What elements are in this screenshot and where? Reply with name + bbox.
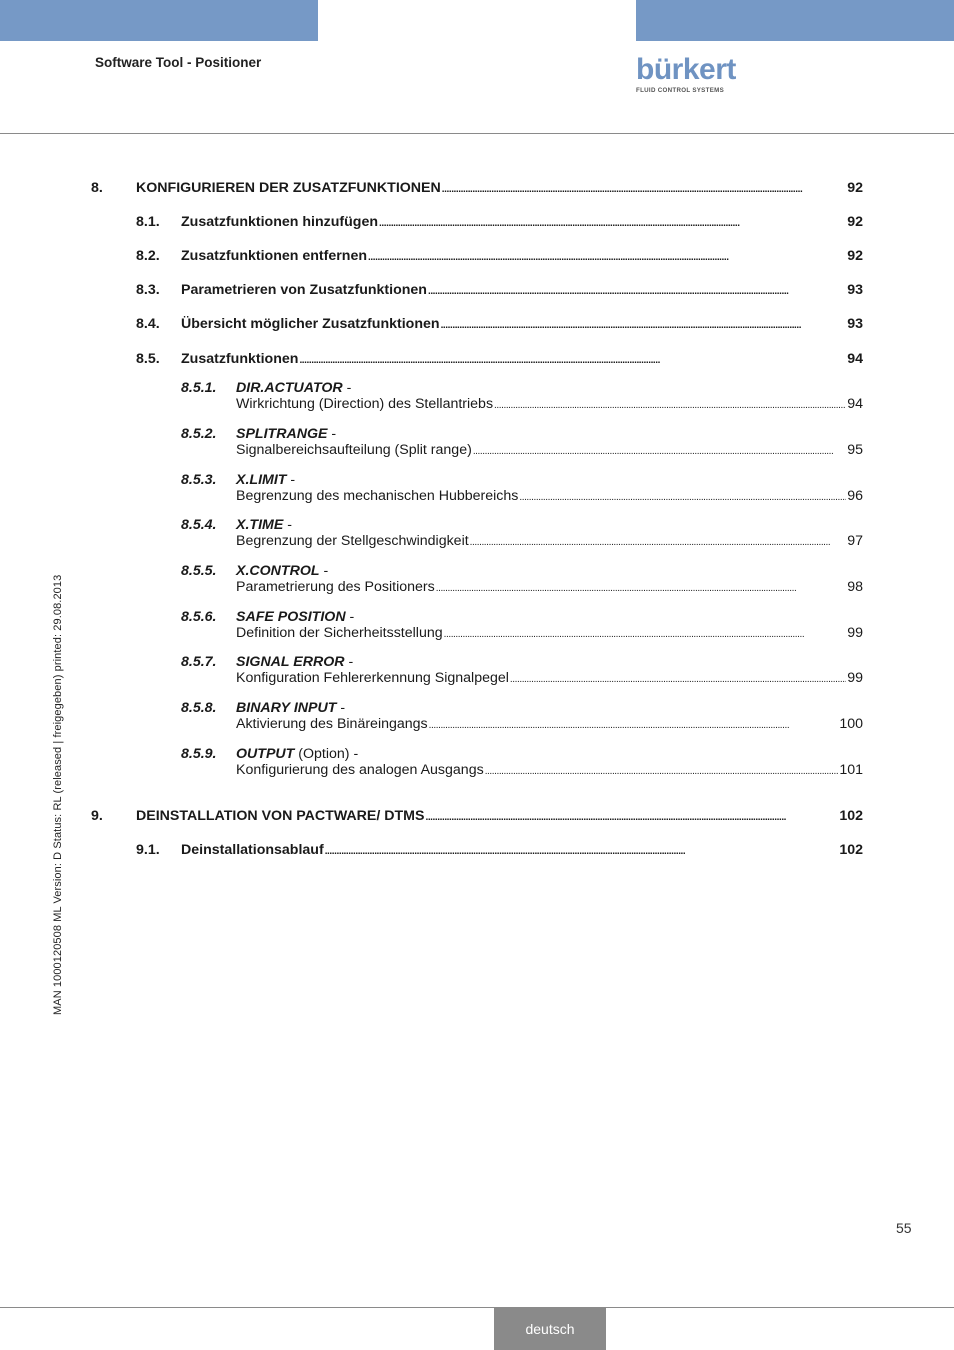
- toc-page: 102: [839, 808, 863, 824]
- page-number: 55: [896, 1220, 912, 1236]
- toc-keyword-suffix: -: [327, 426, 337, 442]
- toc-number: 8.5.: [136, 351, 160, 367]
- toc-title: DEINSTALLATION VON PACTWARE/ DTMS: [136, 808, 425, 824]
- toc-page: 99: [847, 670, 863, 686]
- toc-page: 102: [839, 842, 863, 858]
- toc-description: Parametrierung des Positioners: [236, 579, 435, 595]
- toc-title: Übersicht möglicher Zusatzfunktionen: [181, 316, 440, 332]
- toc-leader-dots: [325, 842, 839, 858]
- toc-number: 8.3.: [136, 282, 160, 298]
- toc-leader-dots: [444, 625, 847, 641]
- toc-keyword-suffix: -: [345, 609, 355, 625]
- header-rule: [0, 133, 954, 134]
- toc-number: 8.: [91, 180, 103, 196]
- toc-description: Aktivierung des Binäreingangs: [236, 716, 428, 732]
- toc-page: 98: [847, 579, 863, 595]
- toc-number: 8.2.: [136, 248, 160, 264]
- toc-page: 92: [847, 248, 863, 264]
- language-tab: deutsch: [494, 1308, 606, 1350]
- toc-keyword: X.TIME: [236, 517, 284, 533]
- toc-leader-dots: [425, 808, 838, 824]
- toc-keyword-suffix: -: [286, 472, 296, 488]
- toc-number: 9.1.: [136, 842, 160, 858]
- toc-leader-dots: [428, 282, 846, 298]
- toc-leader-dots: [494, 396, 846, 412]
- toc-page: 97: [847, 533, 863, 549]
- toc-page: 92: [847, 214, 863, 230]
- toc-number: 8.5.9.: [181, 746, 217, 762]
- toc-page: 93: [847, 316, 863, 332]
- toc-leader-dots: [299, 351, 846, 367]
- toc-page: 92: [847, 180, 863, 196]
- document-margin-note: MAN 1000120508 ML Version: D Status: RL (released | freigegeben) printed: 29.08.2013: [52, 574, 64, 1015]
- toc-description: Konfiguration Fehlererkennung Signalpegel: [236, 670, 509, 686]
- toc-page: 94: [847, 351, 863, 367]
- toc-description: Wirkrichtung (Direction) des Stellantriebs: [236, 396, 494, 412]
- toc-description: Definition der Sicherheitsstellung: [236, 625, 443, 641]
- toc-description: Signalbereichsaufteilung (Split range): [236, 442, 472, 458]
- toc-keyword-suffix: -: [344, 654, 354, 670]
- toc-title: KONFIGURIEREN DER ZUSATZFUNKTIONEN: [136, 180, 441, 196]
- toc-leader-dots: [368, 248, 846, 264]
- toc-page: 96: [847, 488, 863, 504]
- toc-page: 100: [839, 716, 863, 732]
- header-bar-left: [0, 0, 318, 41]
- toc-description: Begrenzung der Stellgeschwindigkeit: [236, 533, 469, 549]
- toc-keyword: X.LIMIT: [236, 472, 287, 488]
- toc-page: 94: [847, 396, 863, 412]
- toc-keyword-suffix: -: [336, 700, 346, 716]
- toc-leader-dots: [519, 488, 846, 504]
- toc-number: 8.4.: [136, 316, 160, 332]
- toc-title: Zusatzfunktionen: [181, 351, 299, 367]
- toc-page: 99: [847, 625, 863, 641]
- toc-leader-dots: [510, 670, 846, 686]
- toc-keyword: OUTPUT: [236, 746, 295, 762]
- toc-leader-dots: [470, 533, 847, 549]
- toc-keyword: DIR.ACTUATOR: [236, 380, 343, 396]
- toc-keyword: SAFE POSITION: [236, 609, 346, 625]
- toc-page: 95: [847, 442, 863, 458]
- toc-title: Parametrieren von Zusatzfunktionen: [181, 282, 427, 298]
- toc-title: Deinstallationsablauf: [181, 842, 324, 858]
- toc-keyword: X.CONTROL: [236, 563, 320, 579]
- toc-keyword-suffix: -: [342, 380, 352, 396]
- toc-keyword: BINARY INPUT: [236, 700, 337, 716]
- toc-page: 101: [839, 762, 863, 778]
- logo-tagline: FLUID CONTROL SYSTEMS: [636, 87, 724, 94]
- logo-wordmark: bürkert: [636, 53, 736, 86]
- toc-description: Konfigurierung des analogen Ausgangs: [236, 762, 484, 778]
- toc-leader-dots: [436, 579, 846, 595]
- burkert-logo: [636, 53, 736, 96]
- toc-number: 8.5.1.: [181, 380, 217, 396]
- toc-keyword-suffix: -: [283, 517, 292, 533]
- toc-keyword: SIGNAL ERROR: [236, 654, 345, 670]
- toc-number: 8.5.2.: [181, 426, 217, 442]
- toc-number: 8.5.5.: [181, 563, 217, 579]
- toc-number: 8.5.4.: [181, 517, 217, 533]
- toc-number: 9.: [91, 808, 103, 824]
- toc-leader-dots: [379, 214, 846, 230]
- toc-title: Zusatzfunktionen hinzufügen: [181, 214, 379, 230]
- toc-number: 8.5.8.: [181, 700, 217, 716]
- toc-keyword: SPLITRANGE: [236, 426, 328, 442]
- toc-leader-dots: [442, 180, 846, 196]
- header-bar-right: [636, 0, 954, 41]
- footer-rule: [0, 1307, 954, 1308]
- toc-leader-dots: [429, 716, 839, 732]
- toc-title: Zusatzfunktionen entfernen: [181, 248, 368, 264]
- document-title: Software Tool - Positioner: [95, 55, 262, 70]
- toc-number: 8.5.6.: [181, 609, 217, 625]
- toc-number: 8.5.7.: [181, 654, 217, 670]
- toc-keyword-suffix: -: [319, 563, 329, 579]
- toc-page: 93: [847, 282, 863, 298]
- toc-keyword-suffix: (Option) -: [294, 746, 359, 762]
- toc-description: Begrenzung des mechanischen Hubbereichs: [236, 488, 519, 504]
- toc-leader-dots: [441, 316, 847, 332]
- toc-leader-dots: [485, 762, 839, 778]
- toc-number: 8.1.: [136, 214, 160, 230]
- toc-number: 8.5.3.: [181, 472, 217, 488]
- toc-leader-dots: [473, 442, 846, 458]
